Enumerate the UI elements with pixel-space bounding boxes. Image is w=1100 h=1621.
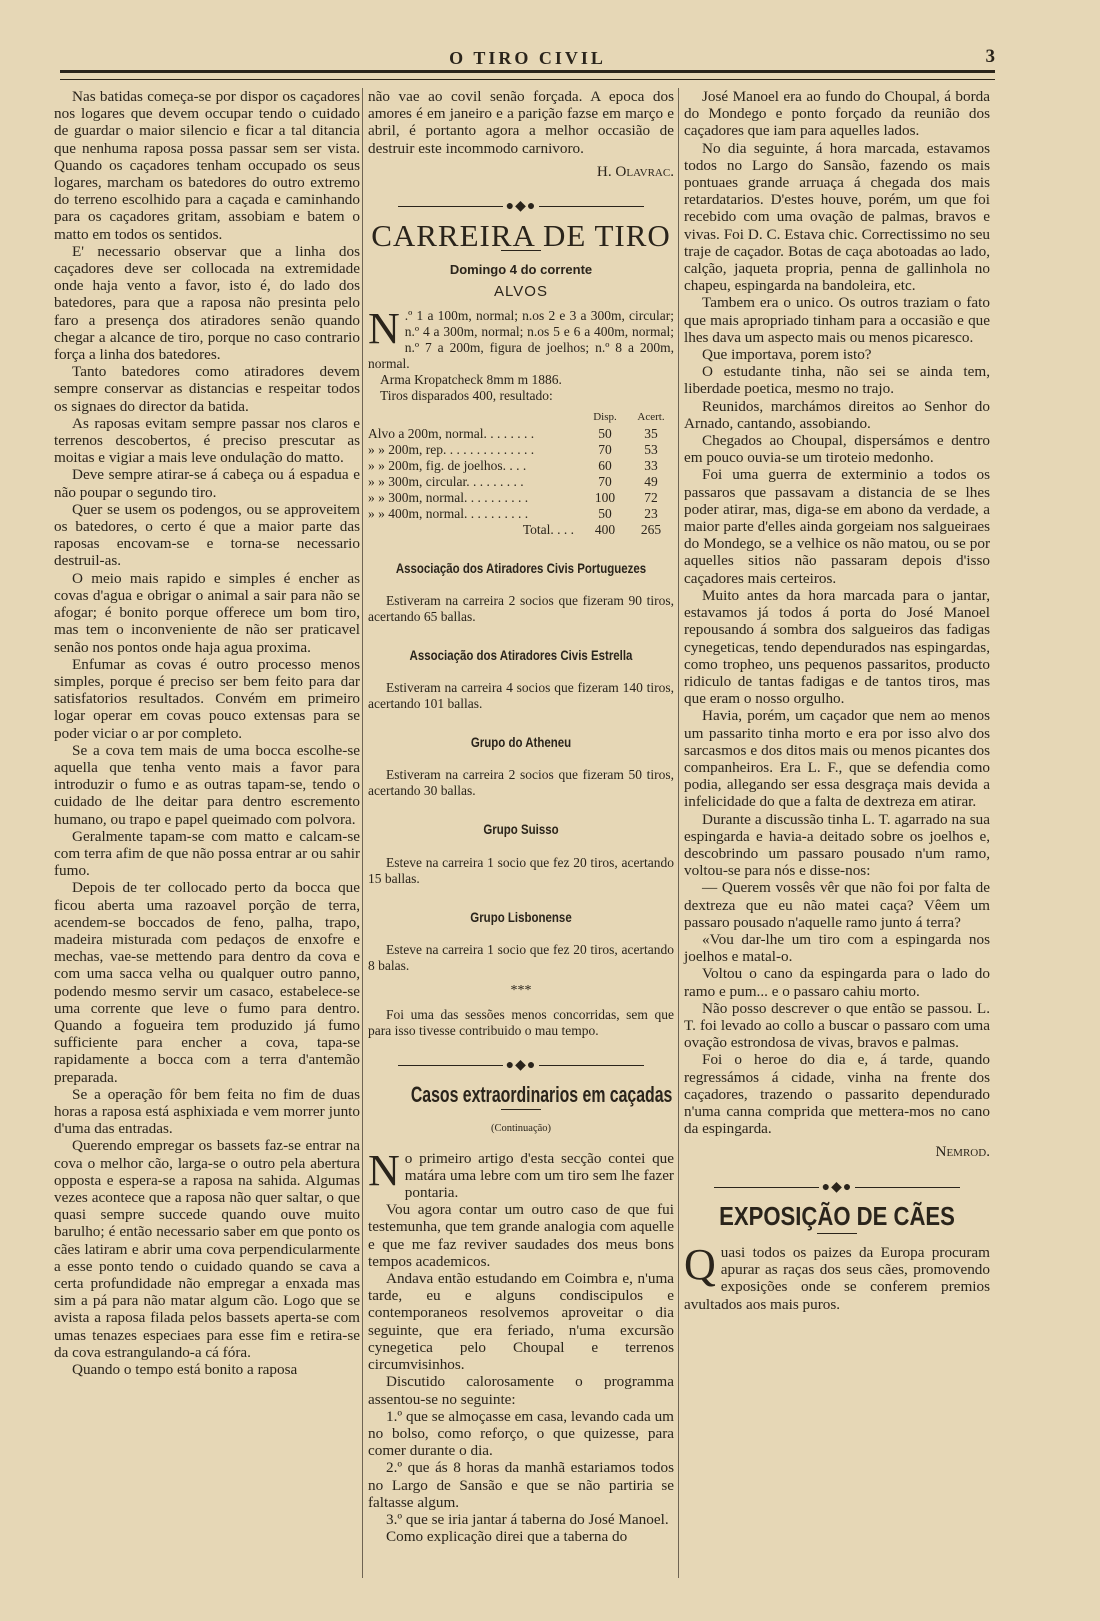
ornament-divider: ●◆● (368, 198, 674, 215)
club-name: Associação dos Atiradores Civis Estrella (409, 647, 633, 664)
result-label: » » 200m, rep. . . . . . . . . . . . . . (368, 441, 535, 457)
drop-cap: N (368, 1145, 400, 1195)
paragraph: Querendo empregar os bassets faz-se entrar na cova o melhor cão, larga-se o outro pela abertura opposta e espera-se a raposa na sahida. Algumas vezes acontece que a raposa não quer saltar, o que quasi sempre succede quando ouve muito barulho; é então necessario saber em que ponto os cães latiram e abrir uma cova perpendicularmente a esse ponto tendo o cuidado quando se cava a certa profundidade não empregar a enxada mas sim a pá para não matar algum cão. Logo que se avista a raposa filada pelos bassets aperta-se com umas tenazes especiaes para esse fim e retira-se da cova estrangulando-a cá fóra. (54, 1137, 360, 1361)
result-acert: 72 (644, 489, 658, 505)
session-date: Domingo 4 do corrente (449, 262, 593, 278)
paragraph: Vou agora contar um outro caso de que fui testemunha, que tem grande analogia com aquelle e que me faz reviver saudades dos meus bons tempos academicos. (368, 1201, 674, 1270)
casos-continued (684, 88, 990, 1137)
result-acert: 33 (644, 457, 658, 473)
result-disp: 70 (598, 441, 612, 457)
results-total-row (368, 522, 674, 538)
club-name: Grupo Lisbonense (470, 908, 572, 925)
result-label: » » 400m, normal. . . . . . . . . . (368, 505, 529, 521)
result-disp: 60 (598, 457, 612, 473)
targets-heading: ALVOS (494, 282, 548, 300)
result-label: Alvo a 200m, normal. . . . . . . . (368, 425, 535, 441)
article-continuation: não vae ao covil senão forçada. A epoca dos amores é em janeiro e a parição fazse em março e abril, é portanto agora a melhor occasião de destruir este incommodo carnivoro. (368, 88, 674, 157)
section-title-exposicao: EXPOSIÇÃO DE CÃES (719, 1200, 955, 1231)
result-disp: 70 (598, 473, 612, 489)
paragraph: Se a operação fôr bem feita no fim de duas horas a raposa está asphixiada e vem morrer junto d'uma das entradas. (54, 1085, 360, 1138)
column-1 (54, 88, 360, 1378)
casos-first-paragraph (368, 1145, 674, 1202)
paragraph: Que importava, porem isto? (702, 346, 872, 364)
club-result: Estiveram na carreira 2 socios que fizeram 90 tiros, acertando 65 ballas. (368, 593, 674, 625)
paragraph: Foi uma guerra de exterminio a todos os passaros que passavam a distancia de se lhes poder atirar, mas, diga-se em abono da verdade, a maior parte d'elles ainda gorgeiam nos salgueiraes do Mondego, se a velhice os não matou, ou se por aquelles sitios não passaram depois d'isso caçadores mais certeiros. (684, 466, 990, 587)
result-label: » » 300m, normal. . . . . . . . . . (368, 489, 529, 505)
result-acert: 49 (644, 473, 658, 489)
results-row (368, 506, 674, 522)
club-name: Grupo do Atheneu (470, 734, 572, 751)
club-name: Associação dos Atiradores Civis Portuguezes (395, 559, 647, 576)
paragraph: O estudante tinha, não sei se ainda tem, liberdade poetica, mesmo no trajo. (684, 363, 990, 398)
article-signature: Nemrod. (935, 1143, 990, 1161)
ornament-divider: ●◆● (368, 1057, 674, 1074)
club-name: Grupo Suisso (483, 821, 559, 838)
page-header (60, 42, 995, 72)
paragraph: 3.º que se iria jantar á taberna do José Manoel. (386, 1510, 669, 1528)
ornament-divider: ●◆● (684, 1179, 990, 1196)
short-rule (501, 1109, 541, 1110)
column-2 (368, 88, 674, 1545)
paragraph: Discutido calorosamente o programma assentou-se no seguinte: (368, 1373, 674, 1408)
expo-text: uasi todos os paizes da Europa procuram apurar as raças dos seus cães, promovendo exposições onde se conferem premios avultados aos mais puros. (684, 1244, 990, 1313)
drop-cap: Q (684, 1240, 716, 1289)
column-divider (678, 88, 679, 1578)
paragraph: Tambem era o unico. Os outros traziam o fato que mais apropriado tinham para a occasião e que lhes dava um aspecto mais ou menos picaresco. (684, 294, 990, 346)
section-title-carreira: CARREIRA DE TIRO (371, 218, 671, 254)
paragraph: «Vou dar-lhe um tiro com a espingarda nos joelhos e matal-o. (684, 930, 990, 966)
paragraph: Geralmente tapam-se com matto e calcam-se com terra afim de que não possa entrar ar ou sahir fumo. (54, 827, 360, 880)
paragraph: Chegados ao Choupal, dispersámos e dentro em pouco ouvia-se um tiroteio medonho. (684, 432, 990, 467)
short-rule (817, 1233, 857, 1234)
paragraph: Andava então estudando em Coimbra e, n'uma tarde, eu e alguns condiscipulos e contemporaneos resolvemos aproveitar o dia seguinte, que era feriado, n'uma excursão cynegetica pelo Choupal e terrenos circumvisinhos. (368, 1270, 674, 1374)
paragraph: Deve sempre atirar-se á cabeça ou á espadua e não poupar o segundo tiro. (54, 466, 360, 501)
results-row (368, 458, 674, 474)
casos-body (368, 1201, 674, 1545)
casos-first-text: o primeiro artigo d'esta secção contei que matára uma lebre com um tiro sem lhe fazer pontaria. (404, 1149, 674, 1202)
result-label: » » 200m, fig. de joelhos. . . . (368, 457, 527, 473)
shots-line: Tiros disparados 400, resultado: (380, 387, 553, 403)
targets-description (368, 303, 674, 404)
column-divider (362, 88, 363, 1578)
paragraph: Não posso descrever o que então se passou. L. T. foi levado ao collo a buscar o passaro com uma ovação estrondosa de vivas, bravos e palmas. (684, 999, 990, 1052)
closing-note: Foi uma das sessões menos concorridas, sem que para isso tivesse contribuido o mau tempo. (368, 1007, 674, 1039)
paragraph: Quando o tempo está bonito a raposa (72, 1361, 298, 1379)
section-title-casos: Casos extraordinarios em caçadas (410, 1082, 673, 1108)
total-acert: 265 (640, 521, 662, 537)
newspaper-title: O TIRO CIVIL (449, 48, 606, 68)
results-table (368, 408, 674, 538)
total-label: Total. . . . (522, 521, 574, 537)
paragraph: Tanto batedores como atiradores devem sempre conservar as distancias e respeitar todos os signaes do director da batida. (54, 363, 360, 415)
paragraph: Muito antes da hora marcada para o jantar, estavamos já todos á porta do José Manoel repousando á sombra dos salgueiros das fadigas cynegeticas, tendo dependurados nas espingardas, como tropheo, uns pequenos passaritos, producto ridiculo de tantas fadigas e de tantos tiros, mas que eram o nosso orgulho. (684, 586, 990, 708)
column-3 (684, 88, 990, 1313)
paragraph: Enfumar as covas é outro processo menos simples, porque é preciso ser bem feito para dar satisfatorios resultados. Convém em primeiro logar operar em covas pouco extensas para se poder viciar o ar por completo. (54, 655, 360, 742)
paragraph: 2.º que ás 8 horas da manhã estariamos todos no Largo de Sansão e que se não partiria se faltasse algum. (368, 1459, 674, 1511)
weapon-line: Arma Kropatcheck 8mm m 1886. (380, 371, 562, 387)
paragraph: Como explicação direi que a taberna do (386, 1528, 628, 1546)
header-rule (60, 70, 995, 80)
result-acert: 53 (644, 441, 658, 457)
paragraph: José Manoel era ao fundo do Choupal, á borda do Mondego e ponto forçado da reunião dos caçadores que iam para aquelles lados. (684, 88, 990, 140)
paragraph: Durante a discussão tinha L. T. agarrado na sua espingarda e havia-a deitado sobre os joelhos e, descobrindo um passaro pousado n'um ramo, voltou-se para nós e disse-nos: (684, 810, 990, 880)
club-result: Esteve na carreira 1 socio que fez 20 tiros, acertando 8 balas. (368, 941, 674, 973)
page-number: 3 (985, 46, 995, 67)
paragraph: Nas batidas começa-se por dispor os caçadores nos logares que devem occupar tendo o cuidado de guardar o maior silencio e ficar a tal ditancia que nenhuma raposa possa passar sem ser vista. Quando os caçadores tenham occupado os seus logares, marcham os batedores do outro extremo do terreno escolhido para a caçada e caminhando para os caçadores gritam, assobiam e batem o matto em todos os sentidos. (54, 88, 360, 243)
drop-cap: N (368, 303, 400, 353)
result-acert: 23 (644, 505, 658, 521)
paragraph: No dia seguinte, á hora marcada, estavamos todos no Largo do Sansão, fazendo os mais pontuaes grande arruaça á chegada dos mais retardatarios. D'estes houve, porém, um que foi recebido com uma ovação de palmas, bravos e vivas. Foi D. C. Estava chic. Correctissimo no seu traje de caçador. Botas de caça abotoadas ao lado, calção, jaqueta propria, penna de gallinhola no chapeu, espingarda na bandoleira, etc. (684, 139, 990, 295)
results-row (368, 426, 674, 442)
total-disp: 400 (594, 521, 616, 537)
result-label: » » 300m, circular. . . . . . . . . (368, 473, 524, 489)
paragraph: Havia, porém, um caçador que nem ao menos um passarito tinha morto e era por isso alvo dos sarcasmos e dos ditos mais ou menos picantes dos companheiros. Era L. F., que se defendia como podia, allegando ser essa desgraça mais devida a infelicidade do que a falta de dextreza em atirar. (684, 707, 990, 811)
article-signature: H. Olavrac. (596, 162, 674, 180)
paragraph: Depois de ter collocado perto da bocca que ficou aberta uma razoavel porção de terra, acendem-se boccados de feno, palha, trapo, madeira misturada com pedaços de enxofre e mechas, vae-se mettendo para dentro da cova e com uma sacca velha ou qualquer outro panno, podendo mesmo servir um casaco, estabelece-se uma corrente que leve o fumo para dentro. Quando a fogueira tem produzido já fumo sufficiente para encher a cova, tapa-se rapidamente a bocca com a terra d'antemão preparada. (54, 879, 360, 1086)
expo-paragraph (684, 1240, 990, 1313)
club-result: Esteve na carreira 1 socio que fez 20 tiros, acertando 15 ballas. (368, 854, 674, 886)
result-acert: 35 (644, 425, 658, 441)
paragraph: — Querem vossês vêr que não foi por falta de dextreza que eu não matei caça? Vêem um passaro pousado n'aquelle ramo junto á terra? (684, 879, 990, 931)
continuation-note: (Continuação) (490, 1123, 552, 1135)
paragraph: As raposas evitam sempre passar nos claros e terrenos descobertos, é preciso prescutar as moitas e vigiar a mais leve ondulação do matto. (54, 414, 360, 467)
paragraph: Reunidos, marchámos direitos ao Senhor do Arnado, cantando, assobiando. (684, 397, 990, 432)
club-result: Estiveram na carreira 2 socios que fizeram 50 tiros, acertando 30 ballas. (368, 767, 674, 799)
result-disp: 50 (598, 505, 612, 521)
paragraph: O meio mais rapido e simples é encher as covas d'agua e obrigar o animal a sair para não se afogar; é bonito porque offerece um bom tiro, mas tem o inconveniente de não ser praticavel senão nos pontos onde haja agua proxima. (54, 569, 360, 656)
paragraph: Quer se usem os podengos, ou se approveitem os batedores, o certo é que a maior parte das raposas encovam-se e torna-se necessario destruil-as. (54, 500, 360, 570)
paragraph: Voltou o cano da espingarda para o lado do ramo e pum... e o passaro cahiu morto. (684, 965, 990, 1000)
club-result: Estiveram na carreira 4 socios que fizeram 140 tiros, acertando 101 ballas. (368, 680, 674, 712)
paragraph: Foi o heroe do dia e, á tarde, quando regressámos á cidade, vinha na frente dos caçadores, trazendo o passarito dependurado n'uma canna comprida que mettera-mos no cano da espingarda. (684, 1051, 990, 1138)
club-results (368, 560, 674, 974)
paragraph: Se a cova tem mais de uma bocca escolhe-se aquella que tenha vento mais a favor para introduzir o fumo e as outras tapam-se, tendo o cuidado de lhe deitar para dentro escremento humano, ou trapo e papel queimado com polvora. (54, 741, 360, 828)
result-disp: 100 (594, 489, 616, 505)
result-disp: 50 (598, 425, 612, 441)
paragraph: E' necessario observar que a linha dos caçadores deve ser collocada na extremidade onde haja vento a favor, isto é, do lado dos batedores, para que a raposa não presinta pelo faro a presença dos atiradores senão quando chegar a alcance de tiro, porque no caso contrario força a linha dos batedores. (54, 242, 360, 364)
results-row (368, 490, 674, 506)
acert-header: Acert. (637, 410, 665, 423)
results-row (368, 442, 674, 458)
asterism: *** (510, 982, 532, 998)
targets-intro: .º 1 a 100m, normal; n.os 2 e 3 a 300m, circular; n.º 4 a 300m, normal; n.os 5 e 6 a 400m, normal; n.º 7 a 200m, figura de joelhos; n.º 8 a 200m, normal. (368, 307, 674, 371)
disp-header: Disp. (593, 410, 617, 423)
results-row (368, 474, 674, 490)
paragraph: 1.º que se almoçasse em casa, levando cada um no bolso, como reforço, o que quizesse, para comer durante o dia. (368, 1407, 674, 1460)
